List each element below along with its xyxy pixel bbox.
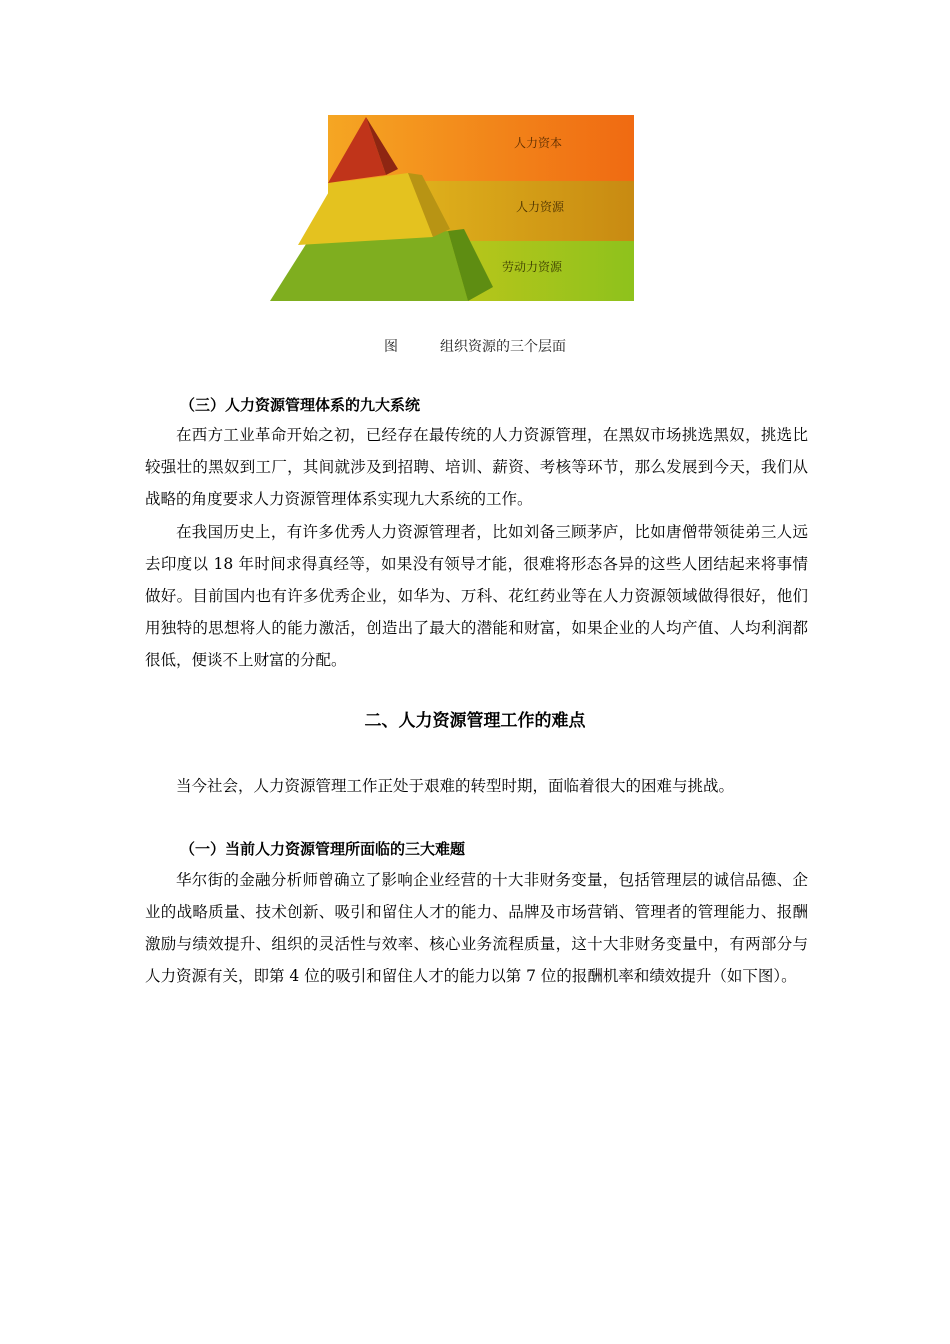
subheading-nine-systems: （三）人力资源管理体系的九大系统 [180,396,421,414]
paragraph-intro: 当今社会，人力资源管理工作正处于艰难的转型时期，面临着很大的困难与挑战。 [176,777,735,795]
pyramid-graphic [268,113,634,301]
layer-label-top: 人力资本 [513,136,563,150]
figure-caption [0,336,950,356]
subheading-three-problems: （一）当前人力资源管理所面临的三大难题 [180,840,466,858]
layer-label-bottom: 劳动力资源 [501,260,563,274]
section-title-difficulties: 二、人力资源管理工作的难点 [364,711,586,731]
pyramid-figure [268,113,634,301]
caption-label: 图 [384,339,398,355]
paragraph-wall-street: 华尔街的金融分析师曾确立了影响企业经营的十大非财务变量，包括管理层的诚信品德、企业的战略质量、技术创新、吸引和留住人才的能力、品牌及市场营销、管理者的管理能力、报酬激励与绩效提升、组织的灵活性与效率、核心业务流程质量，这十大非财务变量中，有两部分与人力资源有关，即第 4 位的吸引和留住人才的能力以第 7 位的报酬机率和绩效提升（如下图）。 [145,871,808,985]
paragraph-chinese-history: 在我国历史上，有许多优秀人力资源管理者，比如刘备三顾茅庐，比如唐僧带领徒弟三人远去印度以 18 年时间求得真经等，如果没有领导才能，很难将形态各异的这些人团结起来将事情做好。目前国内也有许多优秀企业，如华为、万科、花红药业等在人力资源领域做得很好，他们用独特的思想将人的能力激活，创造出了最大的潜能和财富，如果企业的人均产值、人均利润都很低，便谈不上财富的分配。 [145,523,808,669]
layer-label-middle: 人力资源 [515,200,565,214]
paragraph-western-history: 在西方工业革命开始之初，已经存在最传统的人力资源管理，在黑奴市场挑选黑奴，挑选比较强壮的黑奴到工厂，其间就涉及到招聘、培训、薪资、考核等环节，那么发展到今天，我们从战略的角度要求人力资源管理体系实现九大系统的工作。 [145,426,808,508]
pyramid-bottom-front [270,231,468,301]
caption-text: 组织资源的三个层面 [440,339,566,355]
